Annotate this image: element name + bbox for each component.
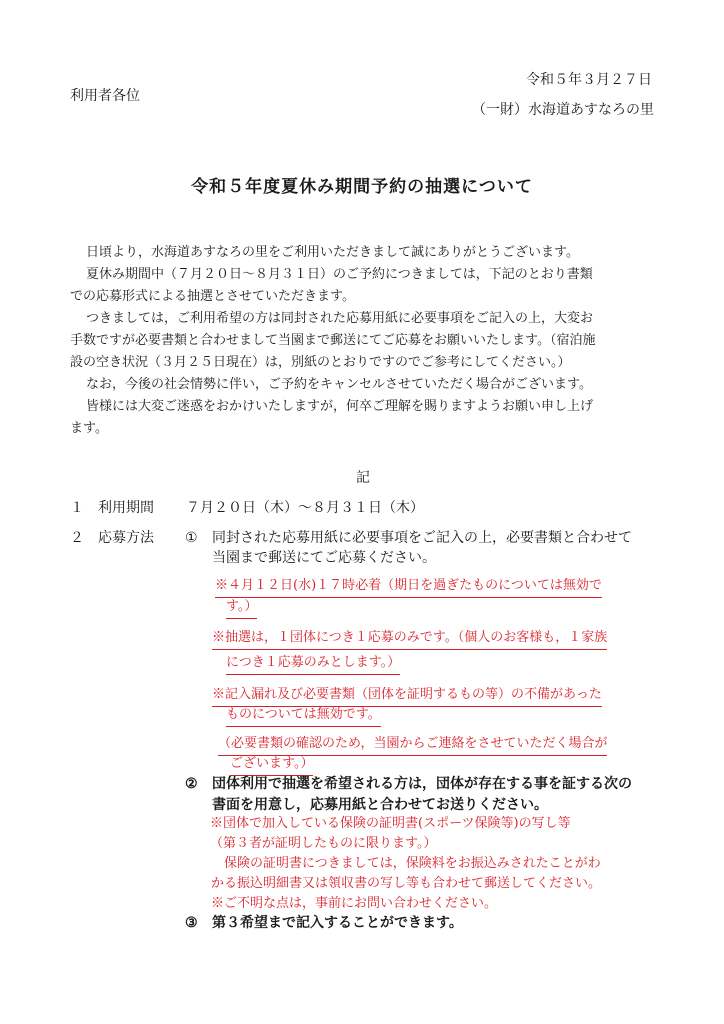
insurance-line: かる振込明細書又は領収書の写し等も合わせて郵送してください。 xyxy=(211,876,602,891)
body-line: 皆様には大変ご迷惑をおかけいたしますが，何卒ご理解を賜りますようお願い申し上げ xyxy=(86,399,594,414)
note-text: ※記入漏れ及び必要書類（団体を証明するもの等）の不備があった xyxy=(212,684,602,707)
insurance-line: （第３者が証明したものに限ります。） xyxy=(210,836,437,851)
item-label: 利用期間 xyxy=(98,500,154,516)
item-label: 応募方法 xyxy=(98,530,154,546)
sub-line: 当園まで郵送にてご応募ください。 xyxy=(212,550,436,566)
insurance-line: ※団体で加入している保険の証明書(スポーツ保険等)の写し等 xyxy=(210,816,571,831)
organization-name: （一財）水海道あすなろの里 xyxy=(472,102,654,118)
body-line: での応募形式による抽選とさせていただきます。 xyxy=(70,289,355,304)
note-line xyxy=(226,596,257,619)
note-text: ※４月１２日(水)１７時必着（期日を過ぎたものについては無効で xyxy=(215,575,602,598)
note-line xyxy=(215,575,602,598)
note-text: （必要書類の確認のため，当園からご連絡をさせていただく場合が xyxy=(218,733,607,756)
note-text: につき１応募のみとします。） xyxy=(226,652,400,675)
body-line: 夏休み期間中（７月２０日～８月３１日）のご予約につきましては，下記のとおり書類 xyxy=(86,267,593,282)
note-line xyxy=(226,652,400,675)
insurance-line: 保険の証明書につきましては，保険料をお振込みされたことがわ xyxy=(224,856,601,871)
note-text: ございます。） xyxy=(230,753,313,776)
document-date: 令和５年３月２７日 xyxy=(526,72,652,88)
note-line xyxy=(212,627,607,650)
note-text: す。） xyxy=(226,596,257,619)
item-number: ２ xyxy=(70,530,84,546)
sub-line: 同封された応募用紙に必要事項をご記入の上，必要書類と合わせて xyxy=(212,530,632,546)
sub-marker: ③ xyxy=(185,915,198,931)
sub-marker: ① xyxy=(185,530,198,546)
body-line: 手数ですが必要書類と合わせまして当園まで郵送にてご応募をお願いいたします。（宿泊施 xyxy=(70,333,596,348)
body-line: なお，今後の社会情勢に伴い，ご予約をキャンセルさせていただく場合がございます。 xyxy=(86,377,592,392)
body-line: 設の空き状況（３月２５日現在）は，別紙のとおりですのでご参考にしてください。） xyxy=(70,355,571,370)
ki-heading: 記 xyxy=(356,470,370,486)
sub-marker: ② xyxy=(185,776,198,792)
sub-line: 第３希望まで記入することができます。 xyxy=(212,915,463,931)
sub-line: 書面を用意し，応募用紙と合わせてお送りください。 xyxy=(212,797,548,813)
insurance-line: ※ご不明な点は，事前にお問い合わせください。 xyxy=(211,896,498,911)
recipient-line: 利用者各位 xyxy=(70,88,140,104)
note-text: ※抽選は，１団体につき１応募のみです。（個人のお客様も，１家族 xyxy=(212,627,607,650)
note-line xyxy=(226,704,381,727)
document-title: 令和５年度夏休み期間予約の抽選について xyxy=(191,177,533,197)
body-line: 日頃より，水海道あすなろの里をご利用いただきまして誠にありがとうございます。 xyxy=(86,245,579,260)
body-line: ます。 xyxy=(70,421,108,436)
body-line: つきましては，ご利用希望の方は同封された応募用紙に必要事項をご記入の上，大変お xyxy=(86,311,594,326)
item-value: ７月２０日（木）～８月３１日（木） xyxy=(186,500,424,516)
sub-line: 団体利用で抽選を希望される方は，団体が存在する事を証する次の xyxy=(212,776,632,792)
note-text: ものについては無効です。 xyxy=(226,704,381,727)
item-number: １ xyxy=(70,500,84,516)
